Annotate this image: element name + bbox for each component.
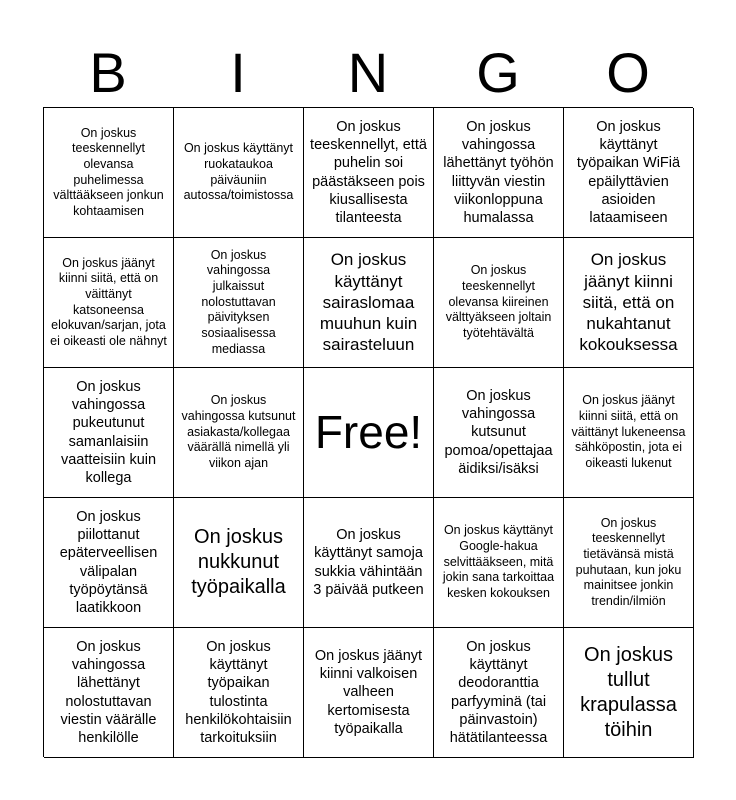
cell-text: On joskus vahingossa lähettänyt työhön liittyvän viestin viikonloppuna humalassa [443,119,554,226]
cell-text: On joskus teeskennellyt olevansa puhelimessa välttääkseen jonkun kohtaamisen [53,125,164,218]
cell-text: On joskus käyttänyt deodoranttia parfyyminä (tai päinvastoin) hätätilanteessa [449,639,548,746]
cell-text: On joskus käyttänyt samoja sukkia vähintään 3 päivää putkeen [313,527,424,598]
bingo-cell-r1c1[interactable] [44,108,174,238]
bingo-cell-r5c2[interactable] [174,628,304,758]
bingo-cell-r3c4[interactable] [434,368,564,498]
header-letter-o: O [606,41,650,104]
bingo-cell-r5c5[interactable] [564,628,694,758]
cell-text: On joskus piilottanut epäterveellisen välipalan työpöytänsä laatikkoon [59,509,158,616]
cell-text: On joskus tullut krapulassa töihin [580,643,677,741]
header-letter-g: G [476,41,520,104]
bingo-cell-r4c2[interactable] [174,498,304,628]
bingo-cell-r2c4[interactable] [434,238,564,368]
cell-text: On joskus jäänyt kiinni valkoisen valheen kertomisesta työpaikalla [314,648,423,737]
bingo-cell-r1c3[interactable] [304,108,434,238]
cell-text: On joskus vahingossa kutsunut pomoa/opettajaa äidiksi/isäksi [444,388,553,477]
cell-text: On joskus vahingossa lähettänyt nolostuttavan viestin väärälle henkilölle [60,639,157,746]
bingo-cell-r2c3[interactable] [304,238,434,368]
cell-text: On joskus nukkunut työpaikalla [191,526,286,598]
bingo-cell-r3c1[interactable] [44,368,174,498]
bingo-header [43,38,693,108]
bingo-cell-r1c5[interactable] [564,108,694,238]
cell-text: On joskus käyttänyt ruokataukoa päiväuniin autossa/toimistossa [183,141,294,203]
cell-text: On joskus jäänyt kiinni siitä, että on nukahtanut kokouksessa [579,250,678,355]
bingo-cell-r2c1[interactable] [44,238,174,368]
bingo-cell-r4c3[interactable] [304,498,434,628]
bingo-cell-r5c1[interactable] [44,628,174,758]
bingo-cell-r4c4[interactable] [434,498,564,628]
cell-text: On joskus käyttänyt Google-hakua selvittääkseen, mitä jokin sana tarkoittaa kesken kokouksen [442,523,555,600]
bingo-cell-r2c5[interactable] [564,238,694,368]
bingo-cell-r1c4[interactable] [434,108,564,238]
cell-text: On joskus vahingossa kutsunut asiakasta/kollegaa väärällä nimellä yli viikon ajan [181,393,296,470]
bingo-cell-r3c2[interactable] [174,368,304,498]
bingo-cell-free[interactable] [304,368,434,498]
bingo-cell-r1c2[interactable] [174,108,304,238]
cell-text: On joskus teeskennellyt, että puhelin soi päästäkseen pois kiusallisesta tilanteesta [310,119,427,226]
cell-text: On joskus teeskennellyt tietävänsä mistä puhutaan, kun joku mainitsee jonkin trendin/ilmiön [575,515,682,608]
bingo-cell-r3c5[interactable] [564,368,694,498]
cell-text: On joskus vahingossa pukeutunut samanlaisiin vaatteisiin kuin kollega [60,379,157,486]
cell-text: On joskus jäänyt kiinni siitä, että on väittänyt lukeneensa sähköpostin, jota ei oikeasti lukenut [571,393,686,470]
cell-text: On joskus käyttänyt työpaikan tulostinta henkilökohtaisiin tarkoituksiin [185,639,292,746]
bingo-cell-r4c5[interactable] [564,498,694,628]
bingo-cell-r5c4[interactable] [434,628,564,758]
bingo-cell-r2c2[interactable] [174,238,304,368]
free-space-text: Free! [314,405,423,458]
header-letter-b: B [89,41,127,104]
cell-text: On joskus jäänyt kiinni siitä, että on väittänyt katsoneensa elokuvan/sarjan, jota ei oikeasti ole nähnyt [50,255,167,348]
bingo-cell-r4c1[interactable] [44,498,174,628]
cell-text: On joskus käyttänyt sairaslomaa muuhun kuin sairasteluun [319,250,418,355]
cell-text: On joskus vahingossa julkaissut nolostuttavan päivityksen sosiaalisessa mediassa [201,247,276,356]
bingo-grid [43,107,693,757]
header-letter-i: I [230,41,246,104]
header-letter-n: N [347,41,389,104]
cell-text: On joskus käyttänyt työpaikan WiFiä epäilyttävien asioiden lataamiseen [576,119,681,226]
cell-text: On joskus teeskennellyt olevansa kiireinen välttyäkseen joltain työtehtävältä [445,263,552,340]
bingo-cell-r5c3[interactable] [304,628,434,758]
